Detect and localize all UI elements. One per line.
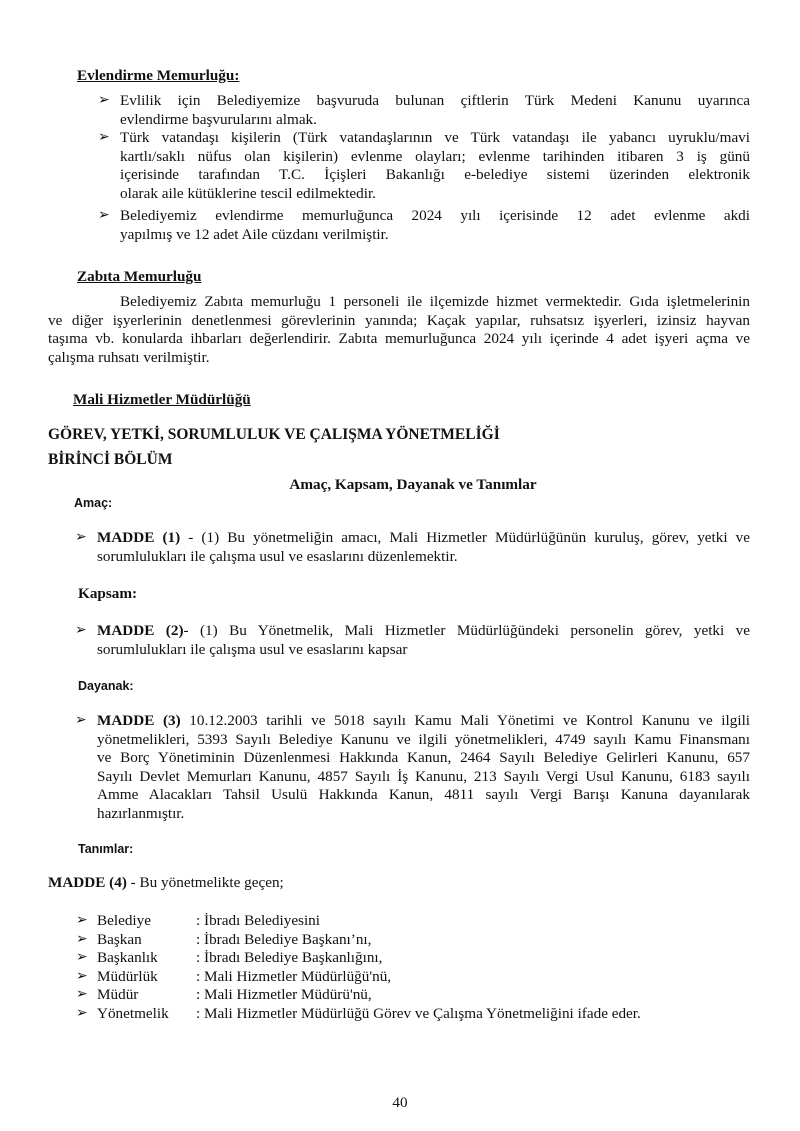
amac-label: Amaç: xyxy=(74,496,113,510)
madde-1-line-2: sorumlulukları ile çalışma usul ve esaslarını düzenlemektir. xyxy=(97,547,458,565)
evlendirme-item-2-line-4: olarak aile kütüklerine tescil edilmektedir. xyxy=(120,184,376,202)
definition-term: Başkan xyxy=(97,930,142,948)
madde-3-line-2: yönetmelikleri, 5393 Sayılı Belediye Kanunu ve ilgili yönetmelikleri, 4749 sayılı Kamu Finansmanı xyxy=(97,730,750,748)
definition-desc: : İbradı Belediye Başkanlığını, xyxy=(196,949,383,966)
regulation-title: GÖREV, YETKİ, SORUMLULUK VE ÇALIŞMA YÖNETMELİĞİ xyxy=(48,426,500,443)
madde-1-line-1: MADDE (1) - (1) Bu yönetmeliğin amacı, Mali Hizmetler Müdürlüğünün kuruluş, görev, yetki ve xyxy=(97,529,751,546)
bullet-arrow-icon: ➢ xyxy=(75,713,87,728)
madde-3-line-1: MADDE (3) 10.12.2003 tarihli ve 5018 sayılı Kamu Mali Yönetimi ve Kontrol Kanunu ve ilgili xyxy=(97,712,751,729)
tanimlar-label: Tanımlar: xyxy=(78,842,134,856)
definition-desc: : Mali Hizmetler Müdürlüğü'nü, xyxy=(196,967,392,985)
bullet-arrow-icon: ➢ xyxy=(76,913,88,928)
evlendirme-item-1-line-1: Evlilik için Belediyemize başvuruda bulunan çiftlerin Türk Medeni Kanunu uyarınca xyxy=(120,92,750,109)
bullet-arrow-icon: ➢ xyxy=(98,93,110,108)
definition-term: Yönetmelik xyxy=(97,1004,169,1022)
madde-3-line-3: ve Borç Yönetiminin Düzenlenmesi Hakkında Kanun, 2464 Sayılı Belediye Gelirleri Kanunu, 657 xyxy=(97,749,750,766)
evlendirme-item-2-line-2: kartlı/saklı nüfus olan kişilerin) evlenme olayları; evlenme tarihinden itibaren 3 iş günü xyxy=(120,147,750,165)
mali-heading: Mali Hizmetler Müdürlüğü xyxy=(73,391,251,408)
definition-desc: : İbradı Belediye Başkanı’nı, xyxy=(196,930,372,948)
bullet-arrow-icon: ➢ xyxy=(76,1005,88,1021)
evlendirme-item-1-line-2: evlendirme başvurularını almak. xyxy=(120,110,317,128)
zabita-line-3: taşıma vb. konularda ihbarları değerlendirir. Zabıta memurluğunca 2024 yılı içerinde 4 adet işyeri açma ve xyxy=(48,330,750,347)
evlendirme-item-2-line-3: içerisinde tarafından T.C. İçişleri Bakanlığı e-belediye sistemi üzerinden elektronik xyxy=(120,166,750,183)
definition-term: Müdür xyxy=(97,986,139,1003)
zabita-line-2: ve diğer işyerlerinin denetlenmesi görevlerinin yanında; Kaçak yapılar, ruhsatsız işyerleri, izinsiz hayvan xyxy=(48,311,750,329)
zabita-line-4: çalışma ruhsatı verilmiştir. xyxy=(48,348,210,366)
definition-desc: : İbradı Belediyesini xyxy=(196,912,320,929)
definition-term: Belediye xyxy=(97,912,151,929)
dayanak-label: Dayanak: xyxy=(78,679,134,693)
definition-desc: : Mali Hizmetler Müdürlüğü Görev ve Çalışma Yönetmeliğini ifade eder. xyxy=(196,1004,641,1022)
bullet-arrow-icon: ➢ xyxy=(75,623,87,638)
bullet-arrow-icon: ➢ xyxy=(76,931,88,947)
madde-3-line-6: hazırlanmıştır. xyxy=(97,804,185,822)
definition-term: Başkanlık xyxy=(97,949,158,966)
bullet-arrow-icon: ➢ xyxy=(98,208,110,223)
bullet-arrow-icon: ➢ xyxy=(98,130,110,145)
kapsam-label: Kapsam: xyxy=(78,585,138,602)
madde-3-line-4: Sayılı Devlet Memurları Kanunu, 4857 Sayılı İş Kanunu, 213 Sayılı Vergi Usul Kanunu, 6183 sayılı xyxy=(97,767,750,785)
madde-3-line-5: Amme Alacakları Tahsil Usulü Hakkında Kanun, 4811 sayılı Vergi Barışı Kanuna dayanılarak xyxy=(97,786,750,803)
evlendirme-item-3-line-2: yapılmış ve 12 adet Aile cüzdanı verilmiştir. xyxy=(120,225,389,243)
madde-4-intro: MADDE (4) - Bu yönetmelikte geçen; xyxy=(48,874,284,891)
bullet-arrow-icon: ➢ xyxy=(76,968,88,984)
evlendirme-item-3-line-1: Belediyemiz evlendirme memurluğunca 2024 yılı içerisinde 12 adet evlenme akdi xyxy=(120,207,750,224)
chapter-title: BİRİNCİ BÖLÜM xyxy=(48,451,173,468)
evlendirme-item-2-line-1: Türk vatandaşı kişilerin (Türk vatandaşlarının ve Türk vatandaşı ile yabancı uyruklu/mavi xyxy=(120,129,750,146)
bullet-arrow-icon: ➢ xyxy=(75,530,87,545)
definition-desc: : Mali Hizmetler Müdürü'nü, xyxy=(196,986,372,1003)
bullet-arrow-icon: ➢ xyxy=(76,950,88,965)
zabita-line-1: Belediyemiz Zabıta memurluğu 1 personeli ile ilçemizde hizmet vermektedir. Gıda işletmelerinin xyxy=(120,293,750,310)
bullet-arrow-icon: ➢ xyxy=(76,987,88,1002)
zabita-heading: Zabıta Memurluğu xyxy=(77,268,202,285)
section-title: Amaç, Kapsam, Dayanak ve Tanımlar xyxy=(289,476,537,493)
definition-term: Müdürlük xyxy=(97,967,158,985)
evlendirme-heading: Evlendirme Memurluğu: xyxy=(77,67,240,84)
madde-2-line-1: MADDE (2)- (1) Bu Yönetmelik, Mali Hizmetler Müdürlüğündeki personelin görev, yetki ve xyxy=(97,622,750,639)
madde-2-line-2: sorumlulukları ile çalışma usul ve esaslarını kapsar xyxy=(97,640,408,658)
page-number: 40 xyxy=(392,1094,408,1111)
